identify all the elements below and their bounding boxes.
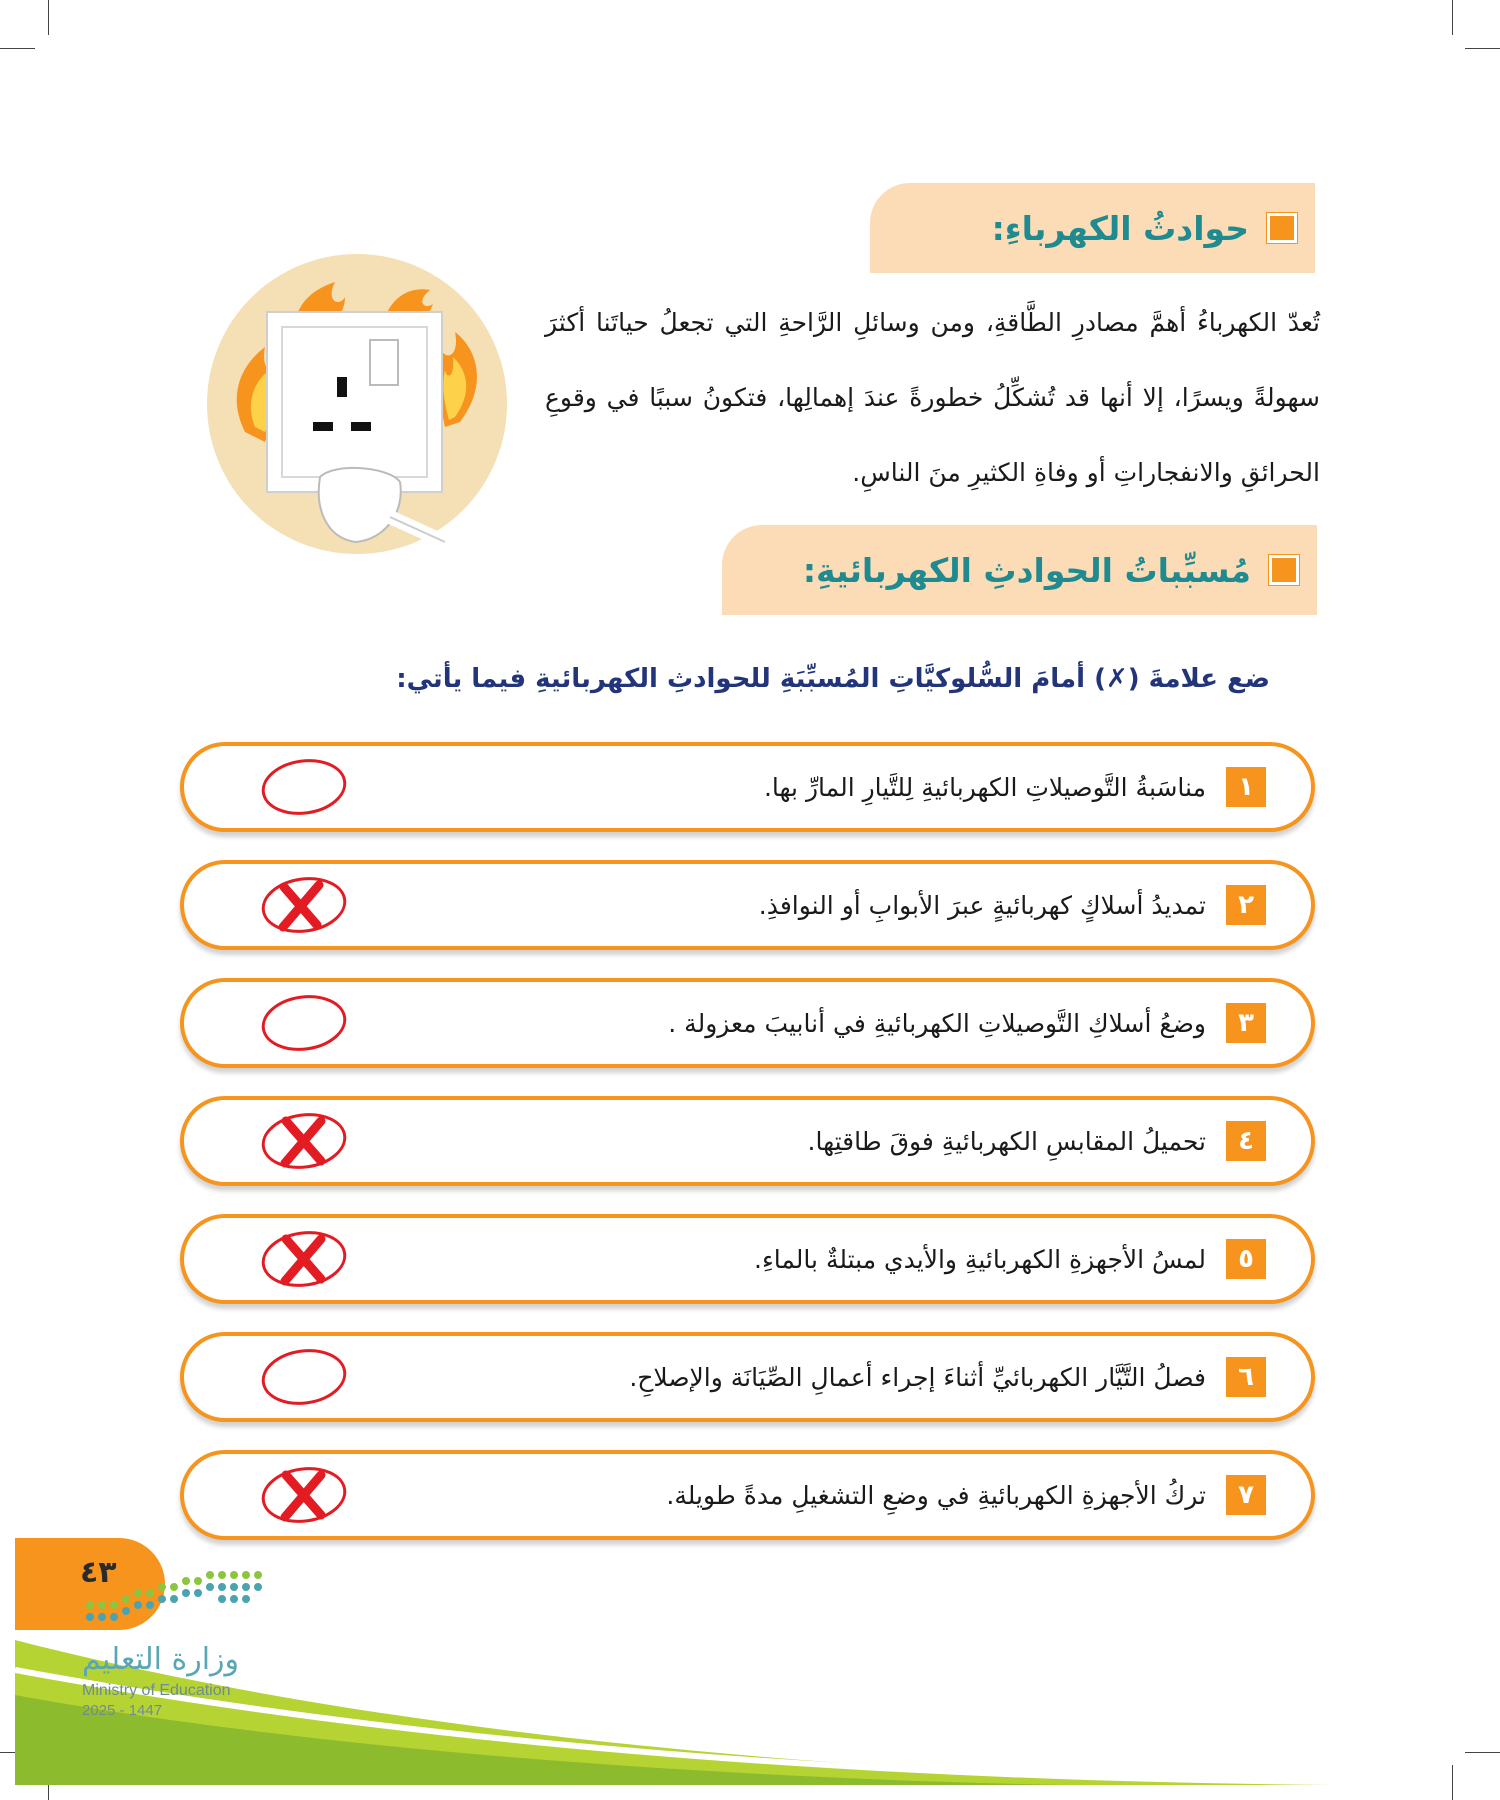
crop-mark [1465, 1752, 1500, 1753]
exercise-instruction [380, 664, 1270, 694]
answer-oval-marked[interactable] [259, 875, 349, 935]
edition-year: 2025 - 1447 [82, 1702, 163, 1719]
item-number: ١ [1226, 767, 1266, 807]
exercise-item [180, 1332, 1315, 1422]
exercise-item [180, 860, 1315, 950]
crop-mark [1452, 0, 1453, 35]
item-number: ٤ [1226, 1121, 1266, 1161]
answer-oval[interactable] [259, 1347, 349, 1407]
answer-oval[interactable] [259, 757, 349, 817]
item-text: تحميلُ المقابسِ الكهربائيةِ فوقَ طاقتِها. [807, 1126, 1206, 1156]
item-number: ٥ [1226, 1239, 1266, 1279]
instruction-part-1: ضع علامةَ ( [1127, 664, 1270, 694]
item-number: ٣ [1226, 1003, 1266, 1043]
item-number: ٢ [1226, 885, 1266, 925]
crop-mark [1465, 48, 1500, 49]
subheading: مُسبِّباتُ الحوادثِ الكهربائيةِ: [802, 550, 1251, 590]
answer-oval-marked[interactable] [259, 1111, 349, 1171]
red-x-icon [285, 1239, 321, 1281]
item-text: فصلُ التَّيَّار الكهربائيِّ أثناءَ إجراء أعمالِ الصِّيَانَة والإصلاحِ. [629, 1362, 1206, 1392]
section-heading-bar [870, 183, 1315, 273]
red-x-icon [283, 885, 319, 927]
subheading-bar [722, 525, 1317, 615]
intro-paragraph: تُعدّ الكهرباءُ أهمَّ مصادرِ الطَّاقةِ، ومن وسائلِ الرَّاحةِ التي تجعلُ حياتَنا أكثرَ سهولةً ويسرًا، إلا أنها قد تُشكِّلُ خطورةً عندَ إهمالِها، فتكونُ سببًا في وقوعِ الحرائقِ والانفجاراتِ أو وفاةِ الكثيرِ منَ الناسِ. [545, 308, 1320, 487]
ministry-logo-icon [80, 1565, 270, 1630]
x-mark-symbol: ✗ [1105, 664, 1128, 694]
answer-oval-marked[interactable] [259, 1465, 349, 1525]
wall-socket-icon [267, 312, 442, 492]
heading-bullet-icon [1269, 555, 1299, 585]
burning-socket-illustration [205, 252, 510, 557]
item-text: لمسُ الأجهزةِ الكهربائيةِ والأيدي مبتلةٌ بالماءِ. [754, 1244, 1206, 1274]
red-x-icon [285, 1475, 321, 1517]
crop-mark [0, 48, 35, 49]
ministry-name-english: Ministry of Education [82, 1682, 231, 1699]
instruction-part-2: ) أمامَ السُّلوكيَّاتِ المُسبِّبَةِ للحوادثِ الكهربائيةِ فيما يأتي: [396, 664, 1106, 694]
answer-oval[interactable] [259, 993, 349, 1053]
crop-mark [1452, 1765, 1453, 1800]
answer-oval-marked[interactable] [259, 1229, 349, 1289]
exercise-item [180, 1096, 1315, 1186]
red-x-icon [285, 1121, 321, 1163]
exercise-item [180, 978, 1315, 1068]
section-heading: حوادثُ الكهرباءِ: [991, 208, 1249, 248]
exercise-item [180, 742, 1315, 832]
exercise-list [180, 742, 1315, 1568]
page-number: ٤٣ [80, 1555, 117, 1590]
exercise-item [180, 1214, 1315, 1304]
crop-mark [48, 0, 49, 35]
item-text: مناسَبةُ التَّوصيلاتِ الكهربائيةِ لِلتَّيارِ المارِّ بها. [763, 772, 1206, 802]
item-text: تركُ الأجهزةِ الكهربائيةِ في وضعِ التشغيلِ مدةً طويلة. [666, 1480, 1206, 1510]
item-text: تمديدُ أسلاكٍ كهربائيةٍ عبرَ الأبوابِ أو النوافذِ. [758, 890, 1206, 920]
item-text: وضعُ أسلاكِ التَّوصيلاتِ الكهربائيةِ في أنابيبَ معزولة . [668, 1008, 1206, 1038]
heading-bullet-icon [1267, 213, 1297, 243]
ministry-name-arabic: وزارة التعليم [82, 1642, 240, 1677]
exercise-item [180, 1450, 1315, 1540]
item-number: ٧ [1226, 1475, 1266, 1515]
item-number: ٦ [1226, 1357, 1266, 1397]
